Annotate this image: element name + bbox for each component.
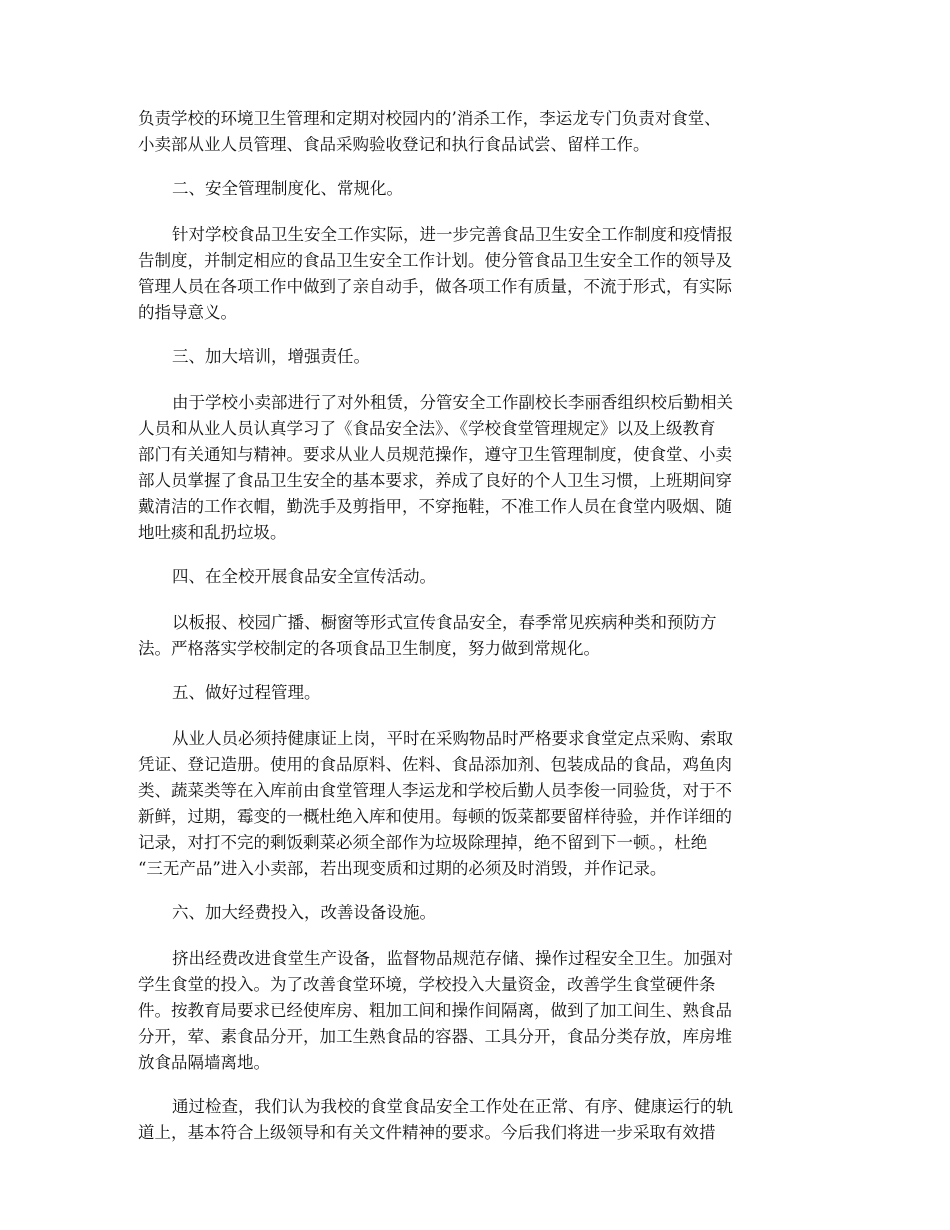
text-line: 戴清洁的工作衣帽，勤洗手及剪指甲，不穿拖鞋，不准工作人员在食堂内吸烟、随 bbox=[138, 497, 732, 516]
text-line: 针对学校食品卫生安全工作实际，进一步完善食品卫生安全工作制度和疫情报 bbox=[172, 225, 733, 244]
text-line: 负责学校的环境卫生管理和定期对校园内的’消杀工作，李运龙专门负责对食堂、 bbox=[138, 109, 721, 128]
paragraph-section-3-body bbox=[138, 390, 818, 546]
document-page bbox=[138, 106, 818, 1164]
paragraph-section-6-body bbox=[138, 946, 818, 1076]
text-line: 挤出经费改进食堂生产设备，监督物品规范存储、操作过程安全卫生。加强对 bbox=[172, 949, 733, 968]
text-line: 以板报、校园广播、橱窗等形式宣传食品安全，春季常见疾病种类和预防方 bbox=[172, 613, 717, 632]
heading-text: 三、加大培训，增强责任。 bbox=[172, 347, 370, 366]
text-line: 分开，荤、素食品分开，加工生熟食品的容器、工具分开，食品分类存放，库房堆 bbox=[138, 1027, 732, 1046]
text-line: 从业人员必须持健康证上岗，平时在采购物品时严格要求食堂定点采购、索取 bbox=[172, 729, 733, 748]
paragraph-section-4-body bbox=[138, 610, 818, 662]
paragraph-conclusion bbox=[138, 1094, 818, 1146]
text-line: 新鲜，过期，霉变的一概杜绝入库和使用。每顿的饭菜都要留样待验，并作详细的 bbox=[138, 807, 732, 826]
text-line: 通过检查，我们认为我校的食堂食品安全工作处在正常、有序、健康运行的轨 bbox=[172, 1097, 733, 1116]
section-heading-4 bbox=[138, 564, 818, 590]
paragraph-section-5-body bbox=[138, 726, 818, 882]
text-line: 管理人员在各项工作中做到了亲自动手，做各项工作有质量，不流于形式，有实际 bbox=[138, 277, 732, 296]
text-line: 类、蔬菜类等在入库前由食堂管理人李运龙和学校后勤人员李俊一同验货，对于不 bbox=[138, 781, 732, 800]
text-line: 部门有关通知与精神。要求从业人员规范操作，遵守卫生管理制度，使食堂、小卖 bbox=[138, 445, 732, 464]
text-line: 学生食堂的投入。为了改善食堂环境，学校投入大量资金，改善学生食堂硬件条 bbox=[138, 975, 716, 994]
section-heading-5 bbox=[138, 680, 818, 706]
section-heading-6 bbox=[138, 900, 818, 926]
text-line: “三无产品”进入小卖部，若出现变质和过期的必须及时消毁，并作记录。 bbox=[138, 859, 667, 878]
text-line: 人员和从业人员认真学习了《食品安全法》、《学校食堂管理规定》以及上级教育 bbox=[138, 419, 716, 438]
text-line: 道上，基本符合上级领导和有关文件精神的要求。今后我们将进一步采取有效措 bbox=[138, 1123, 716, 1142]
text-line: 凭证、登记造册。使用的食品原料、佐料、食品添加剂、包装成品的食品，鸡鱼肉 bbox=[138, 755, 732, 774]
section-heading-2 bbox=[138, 176, 818, 202]
section-heading-3 bbox=[138, 344, 818, 370]
paragraph-staff-duties bbox=[138, 106, 818, 158]
heading-text: 二、安全管理制度化、常规化。 bbox=[172, 179, 403, 198]
text-line: 告制度，并制定相应的食品卫生安全工作计划。使分管食品卫生安全工作的领导及 bbox=[138, 251, 732, 270]
heading-text: 四、在全校开展食品安全宣传活动。 bbox=[172, 567, 436, 586]
heading-text: 六、加大经费投入，改善设备设施。 bbox=[172, 903, 436, 922]
text-line: 小卖部从业人员管理、食品采购验收登记和执行食品试尝、留样工作。 bbox=[138, 135, 650, 154]
text-line: 的指导意义。 bbox=[138, 303, 237, 322]
text-line: 部人员掌握了食品卫生安全的基本要求，养成了良好的个人卫生习惯，上班期间穿 bbox=[138, 471, 732, 490]
text-line: 法。严格落实学校制定的各项食品卫生制度，努力做到常规化。 bbox=[138, 639, 600, 658]
paragraph-section-2-body bbox=[138, 222, 818, 326]
heading-text: 五、做好过程管理。 bbox=[172, 683, 321, 702]
text-line: 记录，对打不完的剩饭剩菜必须全部作为垃圾除理掉，绝不留到下一顿。，杜绝 bbox=[138, 833, 708, 852]
text-line: 放食品隔墙离地。 bbox=[138, 1053, 270, 1072]
text-line: 件。按教育局要求已经使库房、粗加工间和操作间隔离，做到了加工间生、熟食品 bbox=[138, 1001, 732, 1020]
text-line: 地吐痰和乱扔垃圾。 bbox=[138, 523, 287, 542]
text-line: 由于学校小卖部进行了对外租赁，分管安全工作副校长李丽香组织校后勤相关 bbox=[172, 393, 733, 412]
